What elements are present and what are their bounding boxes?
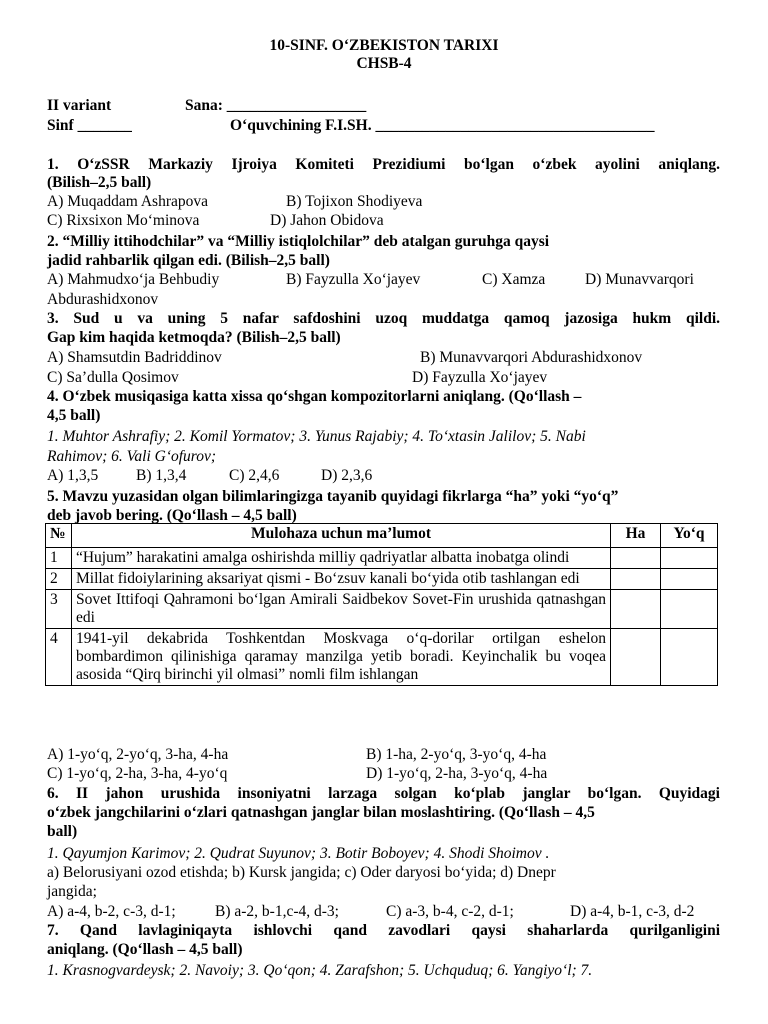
q3-option-d: D) Fayzulla Xo‘jayev (412, 369, 548, 386)
question-6-text: 6. II jahon urushida insoniyatni larzaga solgan ko‘plab janglar bo‘lgan. Quyidagi (47, 785, 720, 802)
column-header-no: Yo‘q (661, 524, 718, 548)
q2-option-d: D) Munavvarqori (585, 271, 694, 288)
yes-answer-cell[interactable] (611, 569, 661, 590)
question-3-text: 3. Sud u va uning 5 nafar safdoshini uzoq muddatga qamoq jazosiga hukm qildi. (47, 310, 720, 327)
row-statement: Millat fidoiylarining aksariyat qismi - Bo‘zsuv kanali bo‘yida otib tashlangan edi (71, 569, 610, 590)
question-4-items-cont: Rahimov; 6. Vali G‘ofurov; (47, 448, 217, 465)
question-6-text-cont: o‘zbek jangchilarini o‘zlari qatnashgan janglar bilan moslashtiring. (Qo‘llash – 4,5 (47, 804, 595, 821)
q4-option-b: B) 1,3,4 (136, 467, 187, 484)
variant-label: II variant (47, 97, 112, 114)
table-row (46, 629, 718, 686)
row-number: 2 (46, 569, 72, 590)
no-answer-cell[interactable] (661, 548, 718, 569)
question-6-items: 1. Qayumjon Karimov; 2. Qudrat Suyunov; 3. Botir Boboyev; 4. Shodi Shoimov . (47, 845, 550, 862)
row-number: 1 (46, 548, 72, 569)
q5-option-d: D) 1-yo‘q, 2-ha, 3-yo‘q, 4-ha (366, 765, 548, 782)
q3-option-b: B) Munavvarqori Abdurashidxonov (420, 349, 643, 366)
yes-answer-cell[interactable] (611, 590, 661, 629)
q2-option-c: C) Xamza (482, 271, 546, 288)
yes-answer-cell[interactable] (611, 548, 661, 569)
question-6-points: ball) (47, 823, 78, 840)
column-header-yes: Ha (611, 524, 661, 548)
question-7-items: 1. Krasnogvardeysk; 2. Navoiy; 3. Qo‘qon; 4. Zarafshon; 5. Uchquduq; 6. Yangiyo‘l; 7. (47, 962, 593, 979)
q1-option-c: C) Rixsixon Mo‘minova (47, 212, 200, 229)
question-1-points: (Bilish–2,5 ball) (47, 174, 152, 191)
page-subtitle: CHSB-4 (356, 55, 412, 72)
q2-option-b: B) Fayzulla Xo‘jayev (286, 271, 421, 288)
class-field: Sinf _______ (47, 117, 132, 134)
q6-option-b: B) a-2, b-1,c-4, d-3; (215, 903, 339, 920)
page-title: 10-SINF. O‘ZBEKISTON TARIXI (269, 37, 499, 54)
question-6-matches: a) Belorusiyani ozod etishda; b) Kursk jangida; c) Oder daryosi bo‘yida; d) Dnepr (47, 864, 556, 881)
q1-option-a: A) Muqaddam Ashrapova (47, 193, 208, 210)
question-2-text: 2. “Milliy ittihodchilar” va “Milliy istiqlolchilar” deb atalgan guruhga qaysi (47, 233, 550, 250)
row-statement: 1941-yil dekabrida Toshkentdan Moskvaga o‘q-dorilar ortilgan eshelon bombardimon qilinishiga qaramay manzilga yetib boradi. Keyinchalik bu voqea asosida “Qirq birinchi yil olmasi” nomli film ishlangan (71, 629, 610, 686)
q6-option-d: D) a-4, b-1, c-3, d-2 (570, 903, 695, 920)
student-name-field: O‘quvchining F.I.SH. ____________________________________ (230, 117, 655, 134)
question-5-text-cont: deb javob bering. (Qo‘llash – 4,5 ball) (47, 507, 297, 524)
q1-option-d: D) Jahon Obidova (270, 212, 384, 229)
yes-answer-cell[interactable] (611, 629, 661, 686)
q6-option-c: C) a-3, b-4, c-2, d-1; (386, 903, 514, 920)
q4-option-d: D) 2,3,6 (321, 467, 373, 484)
question-7-text: 7. Qand lavlaginiqayta ishlovchi qand zavodlari qaysi shaharlarda qurilganligini (47, 922, 720, 939)
table-header-row (46, 524, 718, 548)
statements-table (45, 523, 718, 686)
no-answer-cell[interactable] (661, 629, 718, 686)
question-1-text: 1. O‘zSSR Markaziy Ijroiya Komiteti Prezidiumi bo‘lgan o‘zbek ayolini aniqlang. (47, 156, 720, 173)
table-row (46, 590, 718, 629)
column-header-number: № (46, 524, 72, 548)
question-4-items: 1. Muhtor Ashrafiy; 2. Komil Yormatov; 3. Yunus Rajabiy; 4. To‘xtasin Jalilov; 5. Nabi (47, 428, 586, 445)
q2-option-a: A) Mahmudxo‘ja Behbudiy (47, 271, 220, 288)
q1-option-b: B) Tojixon Shodiyeva (286, 193, 423, 210)
q6-option-a: A) a-4, b-2, c-3, d-1; (47, 903, 176, 920)
q3-option-c: C) Sa’dulla Qosimov (47, 369, 179, 386)
question-2-text-cont: jadid rahbarlik qilgan edi. (Bilish–2,5 ball) (47, 252, 330, 269)
column-header-statement: Mulohaza uchun ma’lumot (71, 524, 610, 548)
question-7-points: aniqlang. (Qo‘llash – 4,5 ball) (47, 941, 243, 958)
q5-option-b: B) 1-ha, 2-yo‘q, 3-yo‘q, 4-ha (366, 746, 547, 763)
table-row (46, 569, 718, 590)
no-answer-cell[interactable] (661, 569, 718, 590)
table-row (46, 548, 718, 569)
question-4-points: 4,5 ball) (47, 407, 101, 424)
row-statement: Sovet Ittifoqi Qahramoni bo‘lgan Amirali Saidbekov Sovet-Fin urushida qatnashgan edi (71, 590, 610, 629)
row-statement: “Hujum” harakatini amalga oshirishda milliy qadriyatlar albatta inobatga olindi (71, 548, 610, 569)
q2-option-d-cont: Abdurashidxonov (47, 291, 159, 308)
date-field: Sana: __________________ (185, 97, 367, 114)
no-answer-cell[interactable] (661, 590, 718, 629)
q4-option-c: C) 2,4,6 (229, 467, 280, 484)
q3-option-a: A) Shamsutdin Badriddinov (47, 349, 222, 366)
question-6-matches-cont: jangida; (47, 883, 97, 900)
question-4-text: 4. O‘zbek musiqasiga katta xissa qo‘shgan kompozitorlarni aniqlang. (Qo‘llash – (47, 388, 582, 405)
q5-option-c: C) 1-yo‘q, 2-ha, 3-ha, 4-yo‘q (47, 765, 228, 782)
row-number: 3 (46, 590, 72, 629)
q5-option-a: A) 1-yo‘q, 2-yo‘q, 3-ha, 4-ha (47, 746, 229, 763)
row-number: 4 (46, 629, 72, 686)
question-3-text-cont: Gap kim haqida ketmoqda? (Bilish–2,5 ball) (47, 329, 341, 346)
q4-option-a: A) 1,3,5 (47, 467, 99, 484)
question-5-text: 5. Mavzu yuzasidan olgan bilimlaringizga tayanib quyidagi fikrlarga “ha” yoki “yo‘q” (47, 488, 619, 505)
